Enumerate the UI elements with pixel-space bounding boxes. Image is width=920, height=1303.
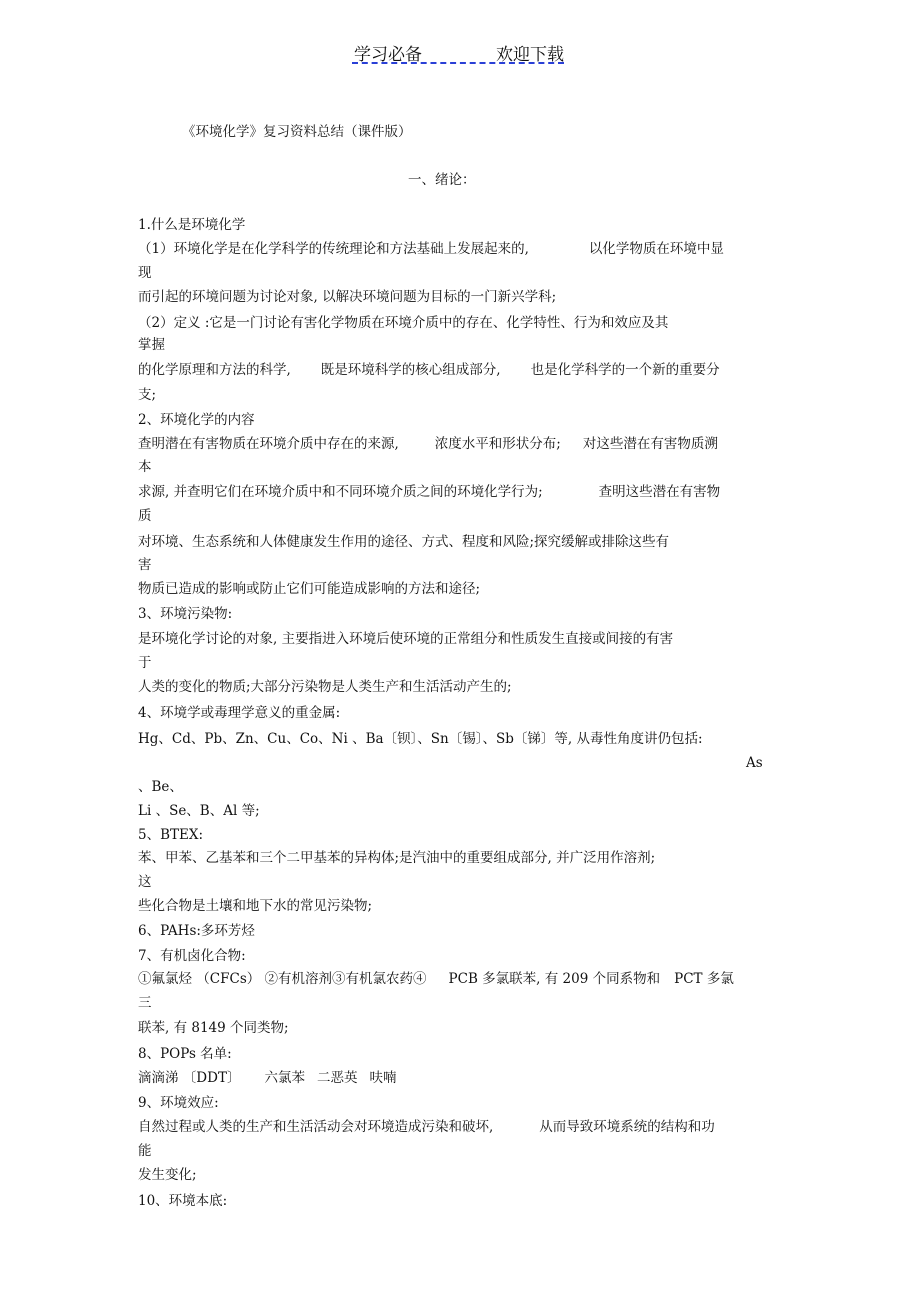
- text-line: 的化学原理和方法的科学, 既是环境科学的核心组成部分, 也是化学科学的一个新的重要分: [138, 362, 720, 378]
- heading-9: 9、环境效应:: [138, 1095, 219, 1111]
- text-line: 联苯, 有 8149 个同类物;: [138, 1020, 289, 1036]
- heading-10: 10、环境本底:: [138, 1193, 228, 1209]
- text-line: 对环境、生态系统和人体健康发生作用的途径、方式、程度和风险;探究缓解或排除这些有: [138, 534, 670, 550]
- header-right-text: 欢迎下载: [496, 45, 564, 65]
- heading-2: 2、环境化学的内容: [138, 412, 255, 428]
- heading-1: 1.什么是环境化学: [138, 217, 246, 233]
- text-line: 害: [138, 557, 152, 573]
- heading-6: 6、PAHs:多环芳烃: [138, 923, 255, 939]
- text-line: 人类的变化的物质;大部分污染物是人类生产和生活活动产生的;: [138, 679, 512, 695]
- page-header: [352, 40, 564, 64]
- heading-3: 3、环境污染物:: [138, 606, 233, 622]
- text-line: 掌握: [138, 337, 165, 353]
- heading-7: 7、有机卤化合物:: [138, 948, 246, 964]
- text-line: 物质已造成的影响或防止它们可能造成影响的方法和途径;: [138, 581, 481, 597]
- section-heading: 一、绪论：: [408, 172, 476, 188]
- text-line: Hg、Cd、Pb、Zn、Cu、Co、Ni 、Ba〔钡〕、Sn〔锡〕、Sb〔锑〕等, 从毒性角度讲仍包括:: [138, 731, 703, 747]
- text-line: 自然过程或人类的生产和生活活动会对环境造成污染和破坏, 从而导致环境系统的结构和功: [138, 1119, 715, 1135]
- text-line: As: [746, 755, 763, 771]
- text-line: 三: [138, 995, 152, 1011]
- text-line: （2）定义 :它是一门讨论有害化学物质在环境介质中的存在、化学特性、行为和效应及其: [138, 315, 669, 331]
- text-line: 苯、甲苯、乙基苯和三个二甲基苯的异构体;是汽油中的重要组成部分, 并广泛用作溶剂;: [138, 850, 656, 866]
- text-line: 滴滴涕 〔DDT〕 六氯苯 二恶英 呋喃: [138, 1070, 397, 1086]
- heading-5: 5、BTEX:: [138, 827, 204, 843]
- header-dashed-underline: [352, 62, 564, 64]
- text-line: 质: [138, 508, 152, 524]
- text-line: 支;: [138, 387, 157, 403]
- text-line: 查明潜在有害物质在环境介质中存在的来源, 浓度水平和形状分布; 对这些潜在有害物质溯: [138, 436, 718, 452]
- text-line: 本: [138, 459, 152, 475]
- text-line: Li 、Se、B、Al 等;: [138, 803, 260, 819]
- text-line: 这: [138, 874, 152, 890]
- text-line: 现: [138, 265, 152, 281]
- text-line: ①氟氯烃 （CFCs） ②有机溶剂③有机氯农药④ PCB 多氯联苯, 有 209 个同系物和 PCT 多氯: [138, 971, 734, 987]
- text-line: 于: [138, 655, 152, 671]
- header-left-text: 学习必备: [354, 45, 422, 65]
- document-title: 《环境化学》复习资料总结（课件版）: [182, 124, 412, 140]
- text-line: 求源, 并查明它们在环境介质中和不同环境介质之间的环境化学行为; 查明这些潜在有害物: [138, 484, 721, 500]
- heading-8: 8、POPs 名单:: [138, 1046, 232, 1062]
- text-line: （1）环境化学是在化学科学的传统理论和方法基础上发展起来的, 以化学物质在环境中显: [138, 241, 724, 257]
- text-line: 而引起的环境问题为讨论对象, 以解决环境问题为目标的一门新兴学科;: [138, 289, 557, 305]
- text-line: 是环境化学讨论的对象, 主要指进入环境后使环境的正常组分和性质发生直接或间接的有害: [138, 631, 674, 647]
- text-line: 些化合物是土壤和地下水的常见污染物;: [138, 898, 373, 914]
- text-line: 、Be、: [138, 779, 183, 795]
- heading-4: 4、环境学或毒理学意义的重金属:: [138, 705, 341, 721]
- text-line: 发生变化;: [138, 1167, 197, 1183]
- text-line: 能: [138, 1143, 152, 1159]
